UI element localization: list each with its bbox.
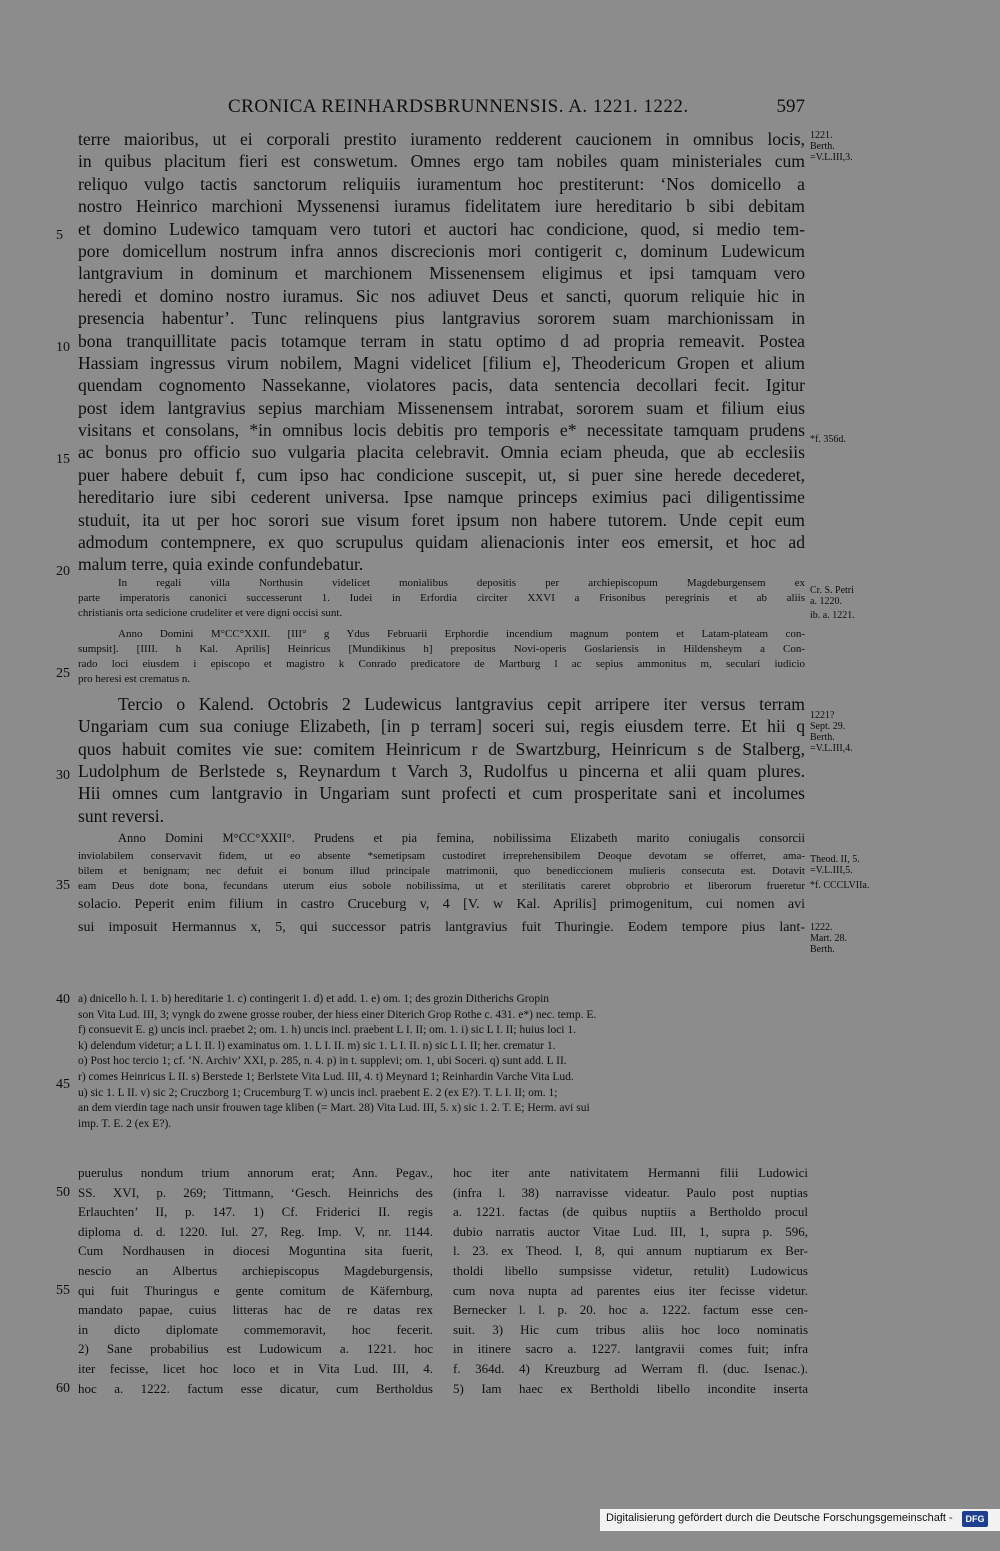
footnote-line: son Vita Lud. III, 3; vyngk do zwene grosse rouber, der hiess einer Diterich Grop Rothe c. 431. e*) nec. temp. E.: [78, 1008, 597, 1021]
small-text-line: rado loci eiusdem i episcopo et magistro k Conrado predicatore de Martburg l ac sepius ammonitus m, seculari iudicio: [78, 657, 805, 670]
line-number: 40: [56, 992, 70, 1007]
small-text-line: parte imperatoris canonici successerunt 1. Iudei in Erfordia circiter XXVI a Frisonibus peregrinis et ab aliis: [78, 591, 805, 604]
text-line: et domino Ludewico tamquam vero tutori et auctori hac condicione, quod, si medio tem-: [78, 218, 805, 239]
footnotes: [78, 992, 805, 1132]
page-header: [78, 96, 805, 122]
line-number: 25: [56, 666, 70, 681]
margin-note: 1221? Sept. 29. Berth. =V.L.III,4.: [810, 710, 853, 754]
line-number: 30: [56, 768, 70, 783]
text-line: studuit, ita ut per hoc sorori sue visum foret ipsum non habere tutorem. Unde cepit eum: [78, 509, 805, 530]
footnote-line: o) Post hoc tercio 1; cf. ‘N. Archiv’ XXI, p. 285, n. 4. p) in t. supplevi; om. 1, ubi Soceri. q) sunt add. L II.: [78, 1055, 567, 1068]
text-line: in quibus placitum fieri est conswetum. Omnes ergo tam nobiles quam ministeriales cum: [78, 151, 805, 172]
small-text-line: bilem et benignam; nec defuit ei bonum illud principale matrimonii, quo benediccionem mulieris consecuta est. Dotavit: [78, 865, 805, 878]
text-line: sui imposuit Hermannus x, 5, qui successor patris lantgravius fuit Thuringie. Eodem tempore pius lant-: [78, 919, 805, 935]
commentary-line: 2) Sane probabilius est Ludowicum a. 1221. hoc: [78, 1341, 433, 1357]
line-number: 20: [56, 564, 70, 579]
text-line: ac bonus pro officio suo vulgaria placita celebravit. Omnia eciam pheuda, que ab ecclesiis: [78, 442, 805, 463]
commentary-left-column: [78, 1163, 433, 1398]
commentary-line: cum nova nupta ad parentes eius iter fecisse videtur.: [453, 1282, 808, 1298]
commentary-right-column: [453, 1163, 808, 1398]
footnote-line: r) comes Heinricus L II. s) Berstede 1; Berlstete Vita Lud. III, 4. t) Meynard 1; Reinhardin Varche Vita Lud.: [78, 1070, 574, 1083]
small-text-line: Anno Domini M°CC°XXII°. Prudens et pia femina, nobilissima Elizabeth marito coniugalis consorcii: [118, 831, 805, 846]
line-number: 35: [56, 878, 70, 893]
small-text-line: Anno Domini M°CC°XXII. [III° g Ydus Februarii Erphordie incendium magnum pontem et Latam-plateam con-: [118, 627, 805, 640]
commentary-line: a. 1221. factas (de quibus nuptiis a Bertholdo procul: [453, 1204, 808, 1220]
text-line: lantgravium in dominum et marchionem Missenensem eligimus et ipsi tamquam vero: [78, 263, 805, 284]
text-line: sunt reversi.: [78, 805, 164, 826]
text-line: terre maioribus, ut ei corporali prestito iuramento redderent caucionem in omnibus locis,: [78, 129, 805, 149]
footnote-line: an dem vierdin tage nach unsir frouwen tage kliben (= Mart. 28) Vita Lud. III, 5. x) sic 1. 2. T. E; Herm. avi sui: [78, 1102, 590, 1115]
text-line: reliquo vulgo tactis sanctorum reliquiis iuramentum hoc prestiterunt: ‘Nos domicello a: [78, 173, 805, 194]
commentary-line: 5) Iam haec ex Bertholdi libello incondite inserta: [453, 1380, 808, 1396]
footnote-line: a) dnicello h. l. 1. b) hereditarie 1. c) contingerit 1. d) et add. 1. e) om. 1; des grozin Ditherichs Gropin: [78, 993, 550, 1005]
text-line: hereditario iure sibi cederent universa. Ipse namque princeps eximius paci diligentissime: [78, 487, 805, 508]
margin-note: Cr. S. Petri a. 1220.: [810, 585, 854, 607]
commentary-line: mandato papae, cuius litteras hac de re datas rex: [78, 1302, 433, 1318]
text-line: bona tranquillitate pacis totamque terram in statu optimo d ad propria remeavit. Postea: [78, 330, 805, 351]
margin-note: ib. a. 1221.: [810, 610, 855, 621]
margin-note: *f. CCCLVIIa.: [810, 880, 870, 891]
line-number: 10: [56, 340, 70, 355]
text-line: quos habuit comites vie sue: comitem Heinricum r de Swartzburg, Heinricum s de Stalberg,: [78, 738, 805, 759]
line-number: 45: [56, 1077, 70, 1092]
text-line: malum terre, quia exinde confundebatur.: [78, 554, 364, 575]
commentary-line: SS. XVI, p. 269; Tittmann, ‘Gesch. Heinrichs des: [78, 1184, 433, 1200]
funding-notice: Digitalisierung gefördert durch die Deutsche Forschungsgemeinschaft -: [606, 1512, 953, 1524]
text-line: Hii omnes cum lantgravio in Ungariam sunt profecti et cum prosperitate sani et incolumes: [78, 783, 805, 804]
footnote-line: imp. T. E. 2 (ex E?).: [78, 1117, 172, 1130]
text-line: Hassiam ingressus virum nobilem, Magni videlicet [filium e], Theodericum Gropen et alium: [78, 352, 805, 373]
small-text-line: pro heresi est crematus n.: [78, 672, 191, 685]
line-number: 55: [56, 1283, 70, 1298]
small-text-line: sumpsit]. [IIII. h Kal. Aprilis] Heinricus [Mundikinus h] prepositus Novi-operis Goslariensis in Hildensheym a Con-: [78, 642, 805, 655]
commentary-line: dubio narratis auctor Vitae Lud. III, 1, supra p. 596,: [453, 1223, 808, 1239]
line-number: 15: [56, 452, 70, 467]
commentary-line: Cum Nordhausen in diocesi Moguntina sita fuerit,: [78, 1243, 433, 1259]
commentary-line: puerulus nondum trium annorum erat; Ann. Pegav.,: [78, 1165, 433, 1180]
margin-note: Theod. II, 5. =V.L.III,5.: [810, 854, 860, 876]
footnote-line: f) consuevit E. g) uncis incl. praebet 2; om. 1. h) uncis incl. praebent L I. II; om. 1. i) sic L I. II; huius loci 1.: [78, 1024, 576, 1037]
commentary-line: iter fecisse, licet hoc loco et in Vita Lud. III, 4.: [78, 1360, 433, 1376]
text-line: post idem lantgravius sepius marchiam Missenensem intrabat, sororem suam et filium eius: [78, 397, 805, 418]
margin-note: *f. 356d.: [810, 434, 846, 445]
margin-note: 1222. Mart. 28. Berth.: [810, 922, 847, 955]
small-text-line: eam Deus dote bona, fecundans uterum eius sobole nobilissima, ut et sterilitatis careret obprobrio et liberorum frueretur: [78, 880, 805, 893]
line-number: 5: [56, 228, 63, 243]
text-line: puer habere debuit f, cum ipso hac condicione suscepit, ut, si puer sine herede decederet,: [78, 464, 805, 485]
text-line: admodum contempnere, ex quo scrupulus quidam alienacionis inter eos emersit, et hoc ad: [78, 532, 805, 553]
page-number: 597: [776, 96, 805, 117]
commentary-line: tholdi libello sumpsisse videtur, retulit) Ludowicus: [453, 1262, 808, 1278]
text-line: Ludolphum de Berlstede s, Reynardum t Varch 3, Rudolfus u pincerna et alii quam plures.: [78, 760, 805, 781]
commentary-line: in itinere sacro a. 1227. lantgravii comes fuit; infra: [453, 1341, 808, 1357]
commentary-line: (infra l. 38) narravisse videatur. Paulo post nuptias: [453, 1184, 808, 1200]
commentary-line: hoc iter ante nativitatem Hermanni filii Ludowici: [453, 1165, 808, 1180]
commentary-line: l. 23. ex Theod. I, 8, qui annum nuptiarum ex Ber-: [453, 1243, 808, 1259]
line-number: 60: [56, 1381, 70, 1396]
text-line: presencia habentur’. Tunc relinquens pius lantgravius sororem suam marchionissam in: [78, 308, 805, 329]
footnote-line: k) delendum videtur; a L I. II. l) examinatus om. 1. L I. II. m) sic 1. L I. II. n) sic L I. II; her. crematur 1.: [78, 1039, 556, 1052]
small-text-line: christianis orta sedicione crudeliter et vere digni occisi sunt.: [78, 606, 343, 619]
commentary-line: in dicto diplomate commemoravit, hoc fecerit.: [78, 1321, 433, 1337]
commentary-line: f. 364d. 4) Kreuzburg ad Werram fl. (duc. Isenac.).: [453, 1360, 808, 1376]
text-line: Ungariam cum sua coniuge Elizabeth, [in p terram] soceri sui, regis eiusdem terre. Et hii q: [78, 716, 805, 737]
text-line: visitans et consolans, *in omnibus locis debitis pro temporis e* necessitate tamquam prudens: [78, 420, 805, 441]
text-line: quendam cognomento Nassekanne, violatores pacis, data sentencia decollari fecit. Igitur: [78, 375, 805, 396]
small-text-line: In regali villa Northusin videlicet monialibus depositis per archiepiscopum Magdeburgensem ex: [118, 576, 805, 589]
running-title: CRONICA REINHARDSBRUNNENSIS. A. 1221. 1222.: [228, 96, 689, 117]
margin-note: 1221. Berth. =V.L.III,3.: [810, 130, 853, 163]
commentary-line: Erlauchten’ II, p. 147. 1) Cf. Friderici II. regis: [78, 1204, 433, 1220]
commentary-line: hoc a. 1222. factum esse dicatur, cum Bertholdus: [78, 1380, 433, 1396]
text-line: Tercio o Kalend. Octobris 2 Ludewicus lantgravius cepit arripere iter versus terram: [118, 693, 805, 714]
line-number: 50: [56, 1185, 70, 1200]
text-line: solacio. Peperit enim filium in castro Cruceburg v, 4 [V. w Kal. Aprilis] primogenitum, cui nomen avi: [78, 897, 805, 913]
text-line: pore domicellum nostrum infra annos discrecionis mori contigerit c, dominum Ludewicum: [78, 240, 805, 261]
commentary-line: Bernecker l. l. p. 20. hoc a. 1222. factum esse cen-: [453, 1302, 808, 1318]
dfg-logo-icon: DFG: [962, 1511, 988, 1527]
text-line: nostro Heinrico marchioni Myssenensi iuramus fidelitatem iure hereditario b sibi debitam: [78, 196, 805, 217]
text-line: heredi et domino nostro iuramus. Sic nos adiuvet Deus et sancti, quorum reliquie hic in: [78, 285, 805, 306]
commentary-line: diploma d. d. 1220. Iul. 27, Reg. Imp. V, nr. 1144.: [78, 1223, 433, 1239]
commentary-line: qui fuit Thuringus e gente comitum de Käfernburg,: [78, 1282, 433, 1298]
commentary-line: suit. 3) Hic cum tribus aliis hoc loco nominatis: [453, 1321, 808, 1337]
footnote-line: u) sic 1. L II. v) sic 2; Cruczborg 1; Crucemburg T. w) uncis incl. praebent E. 2 (ex E?). T. L I. II; om. 1;: [78, 1086, 558, 1099]
commentary-line: nescio an Albertus archiepiscopus Magdeburgensis,: [78, 1262, 433, 1278]
main-text: [78, 128, 805, 939]
small-text-line: inviolabilem conservavit fidem, ut eo absente *semetipsam custodiret irreprehensibilem Deoque devotam se offerret, ama-: [78, 850, 805, 863]
